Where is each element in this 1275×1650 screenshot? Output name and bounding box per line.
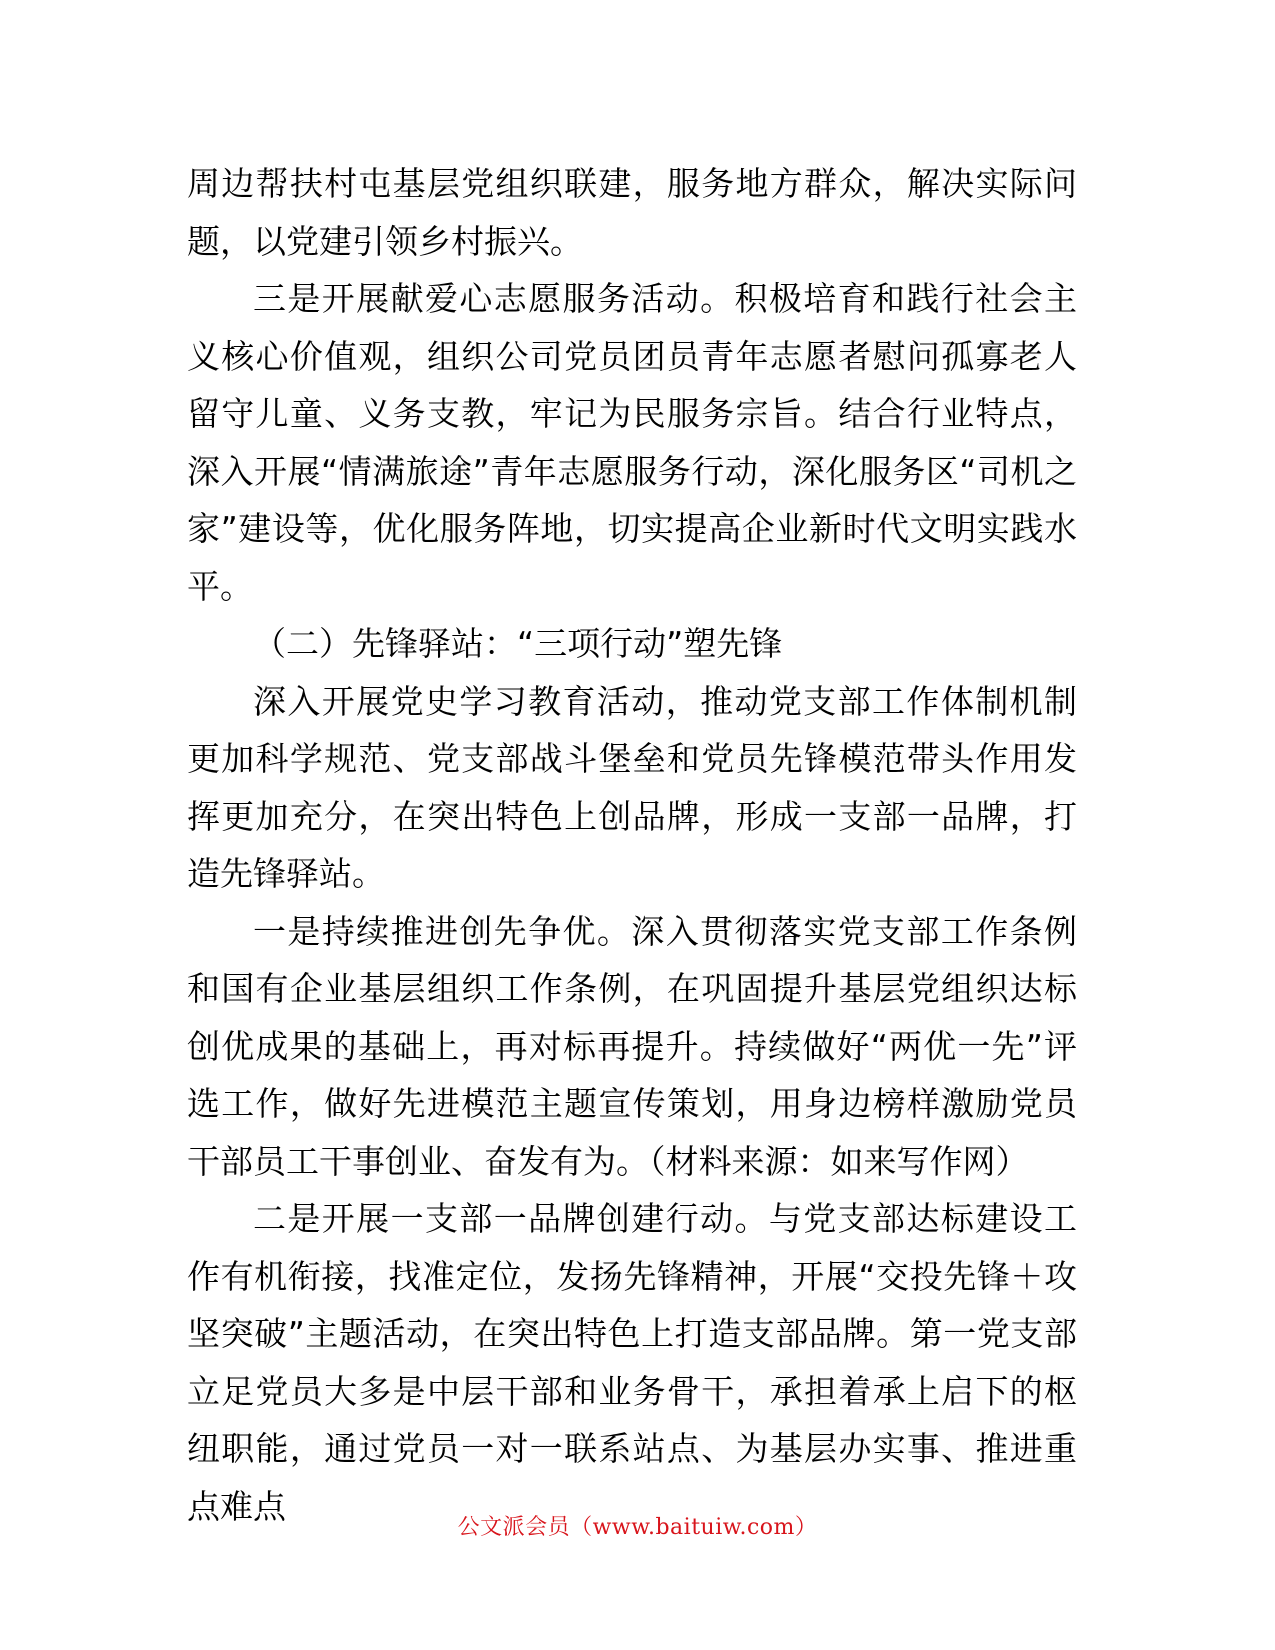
paragraph-volunteer-service: 三是开展献爱心志愿服务活动。积极培育和践行社会主义核心价值观，组织公司党员团员青年志愿者慰问孤寡老人留守儿童、义务支教，牢记为民服务宗旨。结合行业特点，深入开展“情满旅途”青年志愿服务行动，深化服务区“司机之家”建设等，优化服务阵地，切实提高企业新时代文明实践水平。 bbox=[187, 279, 1077, 606]
section-heading-pioneer-station: （二）先锋驿站：“三项行动”塑先锋 bbox=[253, 624, 783, 663]
document-body bbox=[187, 155, 1077, 1535]
paragraph-excellence-promotion: 一是持续推进创先争优。深入贯彻落实党支部工作条例和国有企业基层组织工作条例，在巩固提升基层党组织达标创优成果的基础上，再对标再提升。持续做好“两优一先”评选工作，做好先进模范主题宣传策划，用身边榜样激励党员干部员工干事创业、奋发有为。（材料来源：如来写作网） bbox=[187, 911, 1077, 1181]
footer-watermark: 公文派会员（www.baituiw.com） bbox=[457, 1515, 818, 1540]
paragraph-branch-brand: 二是开展一支部一品牌创建行动。与党支部达标建设工作有机衔接，找准定位，发扬先锋精神，开展“交投先锋＋攻坚突破”主题活动，在突出特色上打造支部品牌。第一党支部立足党员大多是中层干部和业务骨干，承担着承上启下的枢纽职能，通过党员一对一联系站点、为基层办实事、推进重点难点 bbox=[187, 1199, 1077, 1526]
paragraph-continuation: 周边帮扶村屯基层党组织联建，服务地方群众，解决实际问题，以党建引领乡村振兴。 bbox=[187, 164, 1077, 261]
paragraph-party-history-education: 深入开展党史学习教育活动，推动党支部工作体制机制更加科学规范、党支部战斗堡垒和党员先锋模范带头作用发挥更加充分，在突出特色上创品牌，形成一支部一品牌，打造先锋驿站。 bbox=[187, 681, 1077, 893]
